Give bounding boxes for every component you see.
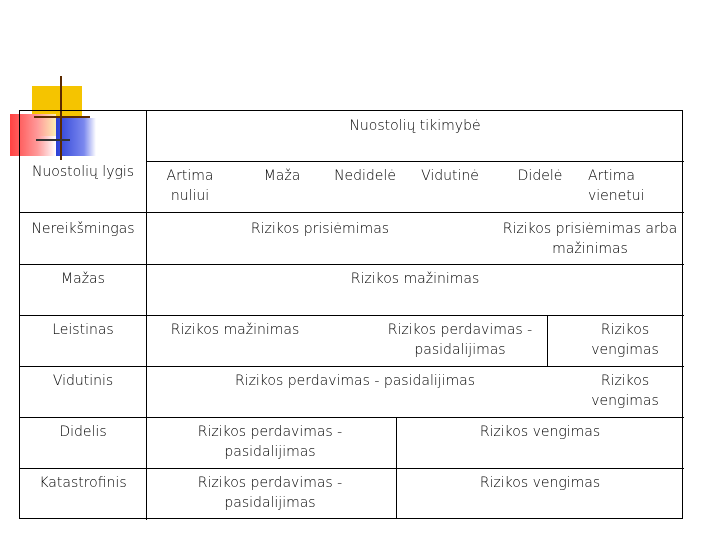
cell-risk-avoidance: Rizikos vengimas xyxy=(591,322,659,358)
level-high: Didelis xyxy=(59,424,107,440)
table-divider xyxy=(20,212,684,213)
table-divider xyxy=(396,417,397,519)
table-divider xyxy=(20,315,684,316)
cell-risk-reduction: Rizikos mažinimas xyxy=(350,271,480,287)
level-header: Nuostolių lygis xyxy=(31,164,135,180)
level-acceptable: Leistinas xyxy=(52,322,114,338)
cell-risk-transfer-sharing: Rizikos perdavimas - pasidalijimas xyxy=(197,475,343,511)
cell-risk-avoidance: Rizikos vengimas xyxy=(479,424,601,440)
probability-header: Nuostolių tikimybė xyxy=(349,118,481,134)
level-insignificant: Nereikšmingas xyxy=(31,221,135,237)
cell-risk-transfer-sharing: Rizikos perdavimas - pasidalijimas xyxy=(197,424,343,460)
cell-risk-acceptance-or-reduction: Rizikos prisiėmimas arba mažinimas xyxy=(502,221,678,257)
risk-matrix-table xyxy=(19,110,683,519)
table-divider xyxy=(20,366,684,367)
table-divider xyxy=(146,161,684,162)
cell-risk-avoidance: Rizikos vengimas xyxy=(591,373,659,409)
cell-risk-transfer-sharing: Rizikos perdavimas - pasidalijimas xyxy=(234,373,476,389)
level-small: Mažas xyxy=(61,271,105,287)
cell-risk-transfer-sharing: Rizikos perdavimas - pasidalijimas xyxy=(387,322,533,358)
probability-near-one: Artima vienetui xyxy=(588,168,645,204)
table-divider xyxy=(20,468,684,469)
probability-medium: Vidutinė xyxy=(421,168,479,184)
probability-near-zero: Artima nuliui xyxy=(166,168,214,204)
level-medium: Vidutinis xyxy=(52,373,114,389)
cell-risk-acceptance: Rizikos prisiėmimas xyxy=(250,221,390,237)
table-divider xyxy=(20,264,684,265)
level-catastrophic: Katastrofinis xyxy=(39,475,127,491)
table-divider xyxy=(20,417,684,418)
probability-high: Didelė xyxy=(517,168,563,184)
probability-small: Nedidelė xyxy=(334,168,396,184)
cell-risk-avoidance: Rizikos vengimas xyxy=(479,475,601,491)
cell-risk-reduction: Rizikos mažinimas xyxy=(170,322,300,338)
probability-low: Maža xyxy=(263,168,301,184)
